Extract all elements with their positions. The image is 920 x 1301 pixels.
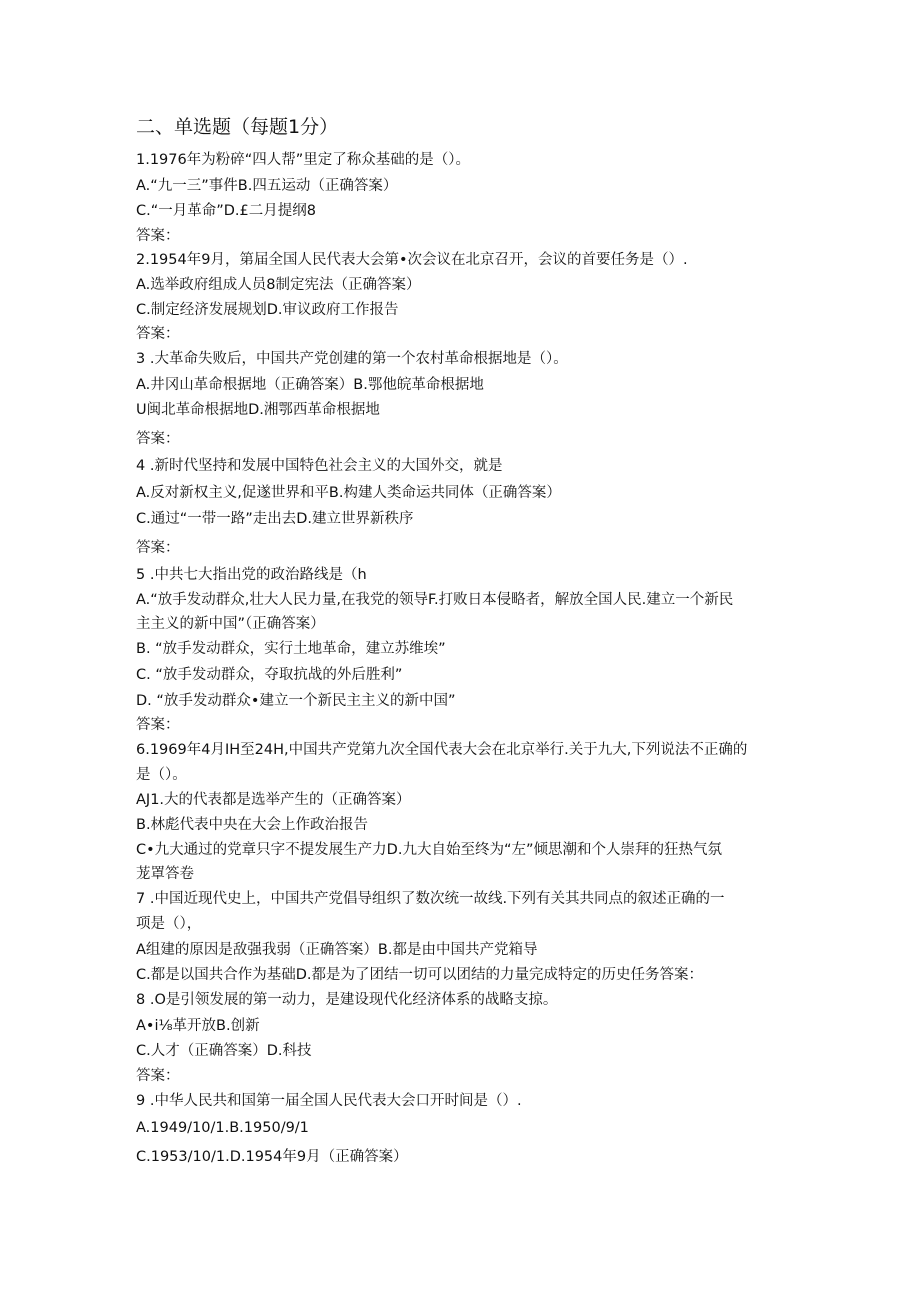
q9-options-ab: A.1949/10/1.B.1950/9/1 bbox=[136, 1120, 309, 1136]
q5-option-a-line1: A.“放手发动群众,壮大人民力量,在我党的领导F.打败日本侵略者，解放全国人民.建立一个新民 bbox=[136, 592, 734, 608]
q1-stem: 1.1976年为粉碎“四人帮”里定了称众基础的是（）。 bbox=[136, 152, 471, 168]
q5-option-c: C. “放手发动群众，夺取抗战的外后胜利” bbox=[136, 667, 403, 683]
q6-option-a: AJ1.大的代表都是选举产生的（正确答案） bbox=[136, 792, 411, 808]
q3-options-ab: A.井冈山革命根据地（正确答案）B.鄂他皖革命根据地 bbox=[136, 377, 484, 393]
q9-options-cd: C.1953/10/1.D.1954年9月（正确答案） bbox=[136, 1149, 408, 1165]
q6-option-b: B.林彪代表中央在大会上作政治报告 bbox=[136, 817, 369, 833]
q6-options-cd-line2: 茏罩答卷 bbox=[136, 866, 194, 882]
q8-stem: 8 .O是引领发展的第一动力，是建设现代化经济体系的战略支掠。 bbox=[136, 992, 558, 1008]
q2-options-cd: C.制定经济发展规划D.审议政府工作报告 bbox=[136, 302, 399, 318]
q7-stem-line1: 7 .中国近现代史上，中国共产党倡导组织了数次统一故线.下列有关其共同点的叙述正确的一 bbox=[136, 891, 725, 907]
q4-stem: 4 .新时代坚持和发展中国特色社会主义的大国外交，就是 bbox=[136, 458, 503, 474]
q5-option-d: D. “放手发动群众•建立一个新民主主义的新中国” bbox=[136, 693, 456, 709]
q6-options-cd-line1: C•九大通过的党章只字不提发展生产力D.九大自始至终为“左”倾思潮和个人崇拜的狂热气氛 bbox=[136, 842, 722, 858]
q9-stem: 9 .中华人民共和国第一届全国人民代表大会口开时间是（）. bbox=[136, 1093, 522, 1109]
q4-options-ab: A.反对新权主义,促遂世界和平B.构建人类命运共同体（正确答案） bbox=[136, 485, 561, 501]
q7-stem-line2: 项是（）， bbox=[136, 916, 202, 932]
q5-stem: 5 .中共七大指出党的政治路线是（h bbox=[136, 567, 367, 583]
q3-stem: 3 .大革命失败后，中国共产党创建的第一个农村革命根据地是（）。 bbox=[136, 351, 568, 367]
q3-options-cd: U闽北革命根据地D.湘鄂西革命根据地 bbox=[136, 402, 380, 418]
q6-stem-line2: 是（）。 bbox=[136, 767, 187, 783]
q2-answer-label: 答案： bbox=[136, 326, 180, 342]
q8-options-cd: C.人才（正确答案）D.科技 bbox=[136, 1043, 312, 1059]
q4-options-cd: C.通过“一带一路”走出去D.建立世界新秩序 bbox=[136, 511, 414, 527]
q2-options-ab: A.选举政府组成人员8制定宪法（正确答案） bbox=[136, 277, 421, 293]
q8-options-ab: A•i⅛革开放B.创新 bbox=[136, 1018, 260, 1034]
q5-option-a-line2: 主主义的新中国”（正确答案） bbox=[136, 616, 325, 632]
q1-answer-label: 答案： bbox=[136, 228, 180, 244]
q7-options-cd: C.都是以国共合作为基础D.都是为了团结一切可以团结的力量完成特定的历史任务答案： bbox=[136, 967, 704, 983]
q1-options-ab: A.“九一三”事件B.四五运动（正确答案） bbox=[136, 178, 398, 194]
q7-options-ab: A组建的原因是敌强我弱（正确答案）B.都是由中国共产党箱导 bbox=[136, 942, 538, 958]
q5-option-b: B. “放手发动群众，实行土地革命，建立苏维埃” bbox=[136, 641, 446, 657]
q5-answer-label: 答案： bbox=[136, 717, 180, 733]
q8-answer-label: 答案： bbox=[136, 1068, 180, 1084]
q3-answer-label: 答案： bbox=[136, 431, 180, 447]
q2-stem: 2.1954年9月，第届全国人民代表大会第•次会议在北京召开，会议的首要任务是（）. bbox=[136, 252, 688, 268]
q1-options-cd: C.“一月革命”D.£二月提纲8 bbox=[136, 203, 316, 219]
q4-answer-label: 答案： bbox=[136, 540, 180, 556]
section-title: 二、单选题（每题1分） bbox=[136, 116, 339, 138]
q6-stem-line1: 6.1969年4月IH至24H,中国共产党第九次全国代表大会在北京举行.关于九大,下列说法不正确的 bbox=[136, 742, 748, 758]
